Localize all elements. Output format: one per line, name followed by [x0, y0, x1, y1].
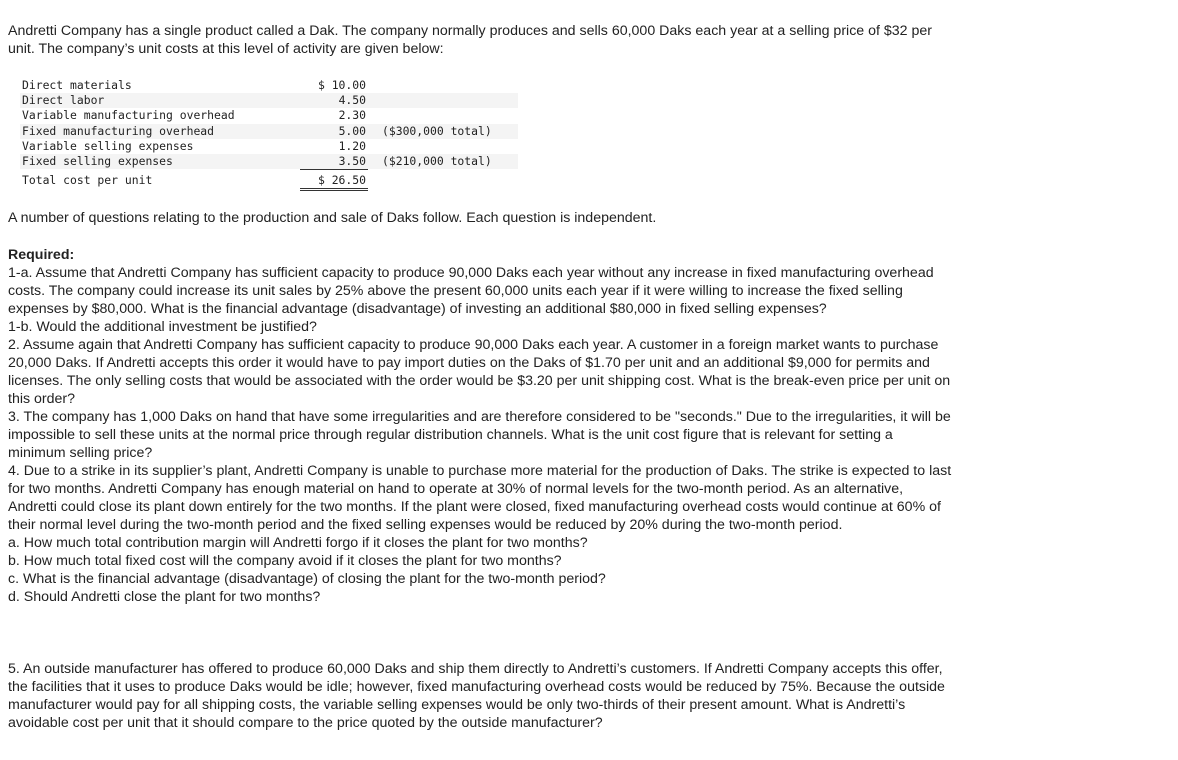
subtotal-rule: [300, 169, 368, 170]
cost-amount: 1.20: [338, 138, 366, 153]
double-underline-rule: [300, 188, 368, 189]
question-4: 4. Due to a strike in its supplier’s plant, Andretti Company is unable to purchase more material for the production of Daks. The strike is expected to last for two months. Andretti Company has enough material on hand to operate at 30% of normal levels for the two-month period. As an alternative, Andretti could close its plant down entirely for the two months. If the plant were closed, fixed manufacturing overhead costs would continue at 60% of their normal level during the two-month period and the fixed selling expenses would be reduced by 20% during the two-month period.: [8, 463, 952, 533]
question-4a: a. How much total contribution margin will Andretti forgo if it closes the plant for two months?: [8, 535, 588, 551]
cost-amount: 2.30: [338, 108, 366, 123]
question-4d: d. Should Andretti close the plant for two months?: [8, 589, 321, 605]
required-section: [8, 246, 953, 606]
cost-label: Direct labor: [22, 93, 105, 108]
cost-row: [20, 139, 518, 154]
cost-amount: 3.50: [338, 153, 366, 168]
cost-label: Fixed selling expenses: [22, 153, 173, 168]
cost-label: Direct materials: [22, 78, 132, 92]
cost-amount: $ 10.00: [317, 78, 366, 92]
cost-label: Fixed manufacturing overhead: [22, 123, 215, 138]
total-amount: $ 26.50: [317, 173, 366, 188]
question-1b: 1-b. Would the additional investment be justified?: [8, 319, 317, 335]
cost-amount: 5.00: [338, 123, 366, 138]
unit-cost-table: [20, 78, 518, 188]
question-1a: 1-a. Assume that Andretti Company has sufficient capacity to produce 90,000 Daks each year without any increase in fixed manufacturing overhead costs. The company could increase its unit sales by 25% above the present 60,000 units each year if it were willing to increase the fixed selling expenses by $80,000. What is the financial advantage (disadvantage) of investing an additional $80,000 in fixed selling expenses?: [8, 265, 934, 317]
cost-amount: 4.50: [338, 93, 366, 108]
cost-row: [20, 154, 518, 169]
total-row: [20, 172, 518, 188]
total-label: Total cost per unit: [22, 173, 153, 188]
cost-row: [20, 108, 518, 123]
cost-row: [20, 78, 518, 93]
question-5: 5. An outside manufacturer has offered to produce 60,000 Daks and ship them directly to Andretti’s customers. If Andretti Company accepts this offer, the facilities that it uses to produce Daks would be idle; however, fixed manufacturing overhead costs would be reduced by 75%. Because the outside manufacturer would pay for all shipping costs, the variable selling expenses would be only two-thirds of their present amount. What is Andretti’s avoidable cost per unit that it should compare to the price quoted by the outside manufacturer?: [8, 661, 945, 731]
question-4b: b. How much total fixed cost will the company avoid if it closes the plant for two months?: [8, 553, 562, 569]
cost-row: [20, 93, 518, 108]
question-2: 2. Assume again that Andretti Company has sufficient capacity to produce 90,000 Daks each year. A customer in a foreign market wants to purchase 20,000 Daks. If Andretti accepts this order it would have to pay import duties on the Daks of $1.70 per unit and an additional $9,000 for permits and licenses. The only selling costs that would be associated with the order would be $3.20 per unit shipping cost. What is the break-even price per unit on this order?: [8, 337, 951, 407]
independence-note: A number of questions relating to the production and sale of Daks follow. Each question is independent.: [8, 210, 657, 226]
cost-note: ($300,000 total): [382, 123, 492, 138]
question-4c: c. What is the financial advantage (disadvantage) of closing the plant for the two-month period?: [8, 571, 606, 587]
question-3: 3. The company has 1,000 Daks on hand that have some irregularities and are therefore considered to be "seconds." Due to the irregularities, it will be impossible to sell these units at the normal price through regular distribution channels. What is the unit cost figure that is relevant for setting a minimum selling price?: [8, 409, 951, 461]
cost-row: [20, 124, 518, 139]
required-heading: Required:: [8, 247, 75, 263]
cost-label: Variable manufacturing overhead: [22, 108, 235, 123]
intro-paragraph: Andretti Company has a single product called a Dak. The company normally produces and sells 60,000 Daks each year at a selling price of $32 per unit. The company’s unit costs at this level of activity are given below:: [8, 23, 933, 57]
cost-note: ($210,000 total): [382, 153, 492, 168]
double-underline-rule: [300, 190, 368, 191]
cost-label: Variable selling expenses: [22, 138, 194, 153]
